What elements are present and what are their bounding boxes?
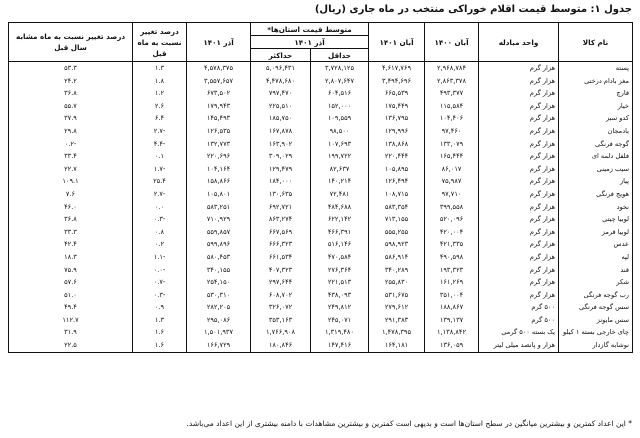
cell-azar1401: ۱,۵۰۱,۹۳۷ <box>187 326 251 339</box>
cell-yoy: ۱۱۲.۷ <box>9 314 133 327</box>
cell-name: گوجه فرنگی <box>559 138 633 151</box>
cell-min: ۸۲,۶۳۷ <box>311 163 369 176</box>
cell-yoy: ۳۶.۸ <box>9 213 133 226</box>
cell-max: ۲۲۵,۵۱۰ <box>251 100 311 113</box>
cell-max: ۸۶۳,۲۷۴ <box>251 213 311 226</box>
cell-aban1401: ۵۸۶,۹۱۴ <box>369 251 425 264</box>
cell-unit: هزار گرم <box>479 100 559 113</box>
cell-azar1401: ۵۸۰,۴۵۳ <box>187 251 251 264</box>
cell-aban1400: ۱۶۵,۴۴۴ <box>425 150 479 163</box>
cell-unit: هزار گرم <box>479 175 559 188</box>
cell-yoy: ۳۳.۴ <box>9 150 133 163</box>
cell-name: نوشابه گازدار <box>559 339 633 352</box>
cell-min: ۹۸,۵۰۰ <box>311 125 369 138</box>
table-row <box>9 326 633 339</box>
cell-max: ۱۲۹,۴۷۹ <box>251 163 311 176</box>
cell-name: مغز بادام درختی <box>559 75 633 88</box>
cell-mom: -۰.۳ <box>133 213 187 226</box>
cell-aban1400: ۸۶,۰۱۷ <box>425 163 479 176</box>
cell-unit: هزار گرم <box>479 125 559 138</box>
table-title: جدول ۱: متوسط قیمت اقلام خوراکی منتخب در ماه جاری (ریال) <box>314 4 632 15</box>
cell-min: ۱۴۰,۲۱۴ <box>311 175 369 188</box>
cell-name: قارچ <box>559 87 633 100</box>
cell-yoy: ۳۱.۹ <box>9 326 133 339</box>
cell-max: ۳۰۹,۰۲۹ <box>251 150 311 163</box>
cell-aban1401: ۳,۴۹۴,۶۹۶ <box>369 75 425 88</box>
table-row <box>9 175 633 188</box>
cell-aban1401: ۵۳۱,۶۷۵ <box>369 289 425 302</box>
cell-aban1401: ۱۳۸,۸۶۸ <box>369 138 425 151</box>
cell-aban1400: ۴۹۰,۵۹۸ <box>425 251 479 264</box>
cell-azar1401: ۱۳۲,۷۷۳ <box>187 138 251 151</box>
cell-unit: ۵۰۰ گرم <box>479 314 559 327</box>
cell-name: قند <box>559 264 633 277</box>
footnote: * این اعداد کمترین و بیشترین میانگین در سطح استان‌ها است و بدیهی است کمترین و بیشترین مشاهدات با دامنه بیشتری از این اعداد می‌باشد. <box>186 419 632 428</box>
header-mom: درصد تغییر نسبت به ماه قبل <box>133 23 187 62</box>
cell-yoy: ۱۸.۳ <box>9 251 133 264</box>
cell-unit: هزار گرم <box>479 75 559 88</box>
cell-name: عدس <box>559 238 633 251</box>
cell-max: ۶۶۱,۵۳۴ <box>251 251 311 264</box>
cell-max: ۲۹۷,۶۴۴ <box>251 276 311 289</box>
header-aban1400: آبان ۱۴۰۰ <box>425 23 479 62</box>
cell-max: ۴۰۷,۳۲۳ <box>251 264 311 277</box>
table-row <box>9 62 633 75</box>
cell-max: ۳۲۶,۰۷۲ <box>251 301 311 314</box>
table-row <box>9 264 633 277</box>
header-avg-group: متوسط قیمت استان‌ها* <box>251 23 369 36</box>
cell-yoy: ۲۹.۸ <box>9 125 133 138</box>
table-row <box>9 339 633 352</box>
cell-mom: ۲.۶ <box>133 100 187 113</box>
cell-aban1400: ۲,۸۶۳,۳۷۸ <box>425 75 479 88</box>
table-row <box>9 289 633 302</box>
cell-name: شکر <box>559 276 633 289</box>
cell-mom: -۲.۷ <box>133 188 187 201</box>
cell-max: ۱۶۳,۹۰۲ <box>251 138 311 151</box>
cell-mom: ۰.۱ <box>133 150 187 163</box>
cell-aban1400: ۳۹۹,۵۵۸ <box>425 201 479 214</box>
table-row <box>9 75 633 88</box>
cell-min: ۱۹۹,۷۲۲ <box>311 150 369 163</box>
table-row <box>9 238 633 251</box>
cell-yoy: ۵۱.۰ <box>9 289 133 302</box>
cell-yoy: ۷.۶ <box>9 188 133 201</box>
cell-max: ۳۵۳,۱۶۳ <box>251 314 311 327</box>
cell-min: ۴۷۰,۵۸۴ <box>311 251 369 264</box>
cell-aban1400: ۱۳۳,۰۷۹ <box>425 138 479 151</box>
table-row <box>9 201 633 214</box>
cell-unit: هزار گرم <box>479 251 559 264</box>
cell-max: ۶۰۸,۷۰۲ <box>251 289 311 302</box>
cell-min: ۴۸۴,۶۸۸ <box>311 201 369 214</box>
cell-azar1401: ۲۵۴,۱۵۰ <box>187 276 251 289</box>
header-name: نام کالا <box>559 23 633 62</box>
cell-name: هویج فرنگی <box>559 188 633 201</box>
table-body <box>9 62 633 353</box>
cell-unit: هزار گرم <box>479 87 559 100</box>
header-min: حداقل <box>311 49 369 62</box>
table-row <box>9 188 633 201</box>
header-azar-sub: آذر ۱۴۰۱ <box>251 36 369 49</box>
cell-aban1400: ۱,۱۳۸,۸۴۲ <box>425 326 479 339</box>
cell-mom: ۱.۶ <box>133 339 187 352</box>
cell-aban1401: ۵۹۸,۹۲۳ <box>369 238 425 251</box>
cell-mom: -۴.۴ <box>133 138 187 151</box>
cell-azar1401: ۱۵۸,۸۶۶ <box>187 175 251 188</box>
cell-aban1400: ۹۷,۷۱۰ <box>425 188 479 201</box>
cell-max: ۱۸۴,۰۰۰ <box>251 175 311 188</box>
cell-name: بادمجان <box>559 125 633 138</box>
cell-max: ۶۶۷,۵۶۹ <box>251 226 311 239</box>
cell-azar1401: ۴,۵۷۸,۳۷۵ <box>187 62 251 75</box>
cell-aban1400: ۵۲۰,۰۹۶ <box>425 213 479 226</box>
cell-min: ۲۷۶,۳۶۴ <box>311 264 369 277</box>
cell-aban1400: ۹۷,۴۶۰ <box>425 125 479 138</box>
cell-max: ۴,۴۷۸,۶۸۰ <box>251 75 311 88</box>
cell-unit: هزار گرم <box>479 213 559 226</box>
cell-mom: -۰.۷ <box>133 276 187 289</box>
cell-aban1400: ۴۲۱,۳۳۵ <box>425 238 479 251</box>
cell-aban1401: ۲۵۵,۸۳۰ <box>369 276 425 289</box>
cell-azar1401: ۳,۵۵۷,۶۵۷ <box>187 75 251 88</box>
table-row <box>9 150 633 163</box>
cell-name: سس مایونز <box>559 314 633 327</box>
cell-min: ۱۵۲,۰۰۰ <box>311 100 369 113</box>
cell-min: ۲,۸۰۷,۶۴۷ <box>311 75 369 88</box>
cell-yoy: ۴۲.۴ <box>9 238 133 251</box>
cell-aban1400: ۴۹۳,۳۷۷ <box>425 87 479 100</box>
cell-yoy: ۳۶.۸ <box>9 87 133 100</box>
cell-azar1401: ۲۸۲,۲۰۵ <box>187 301 251 314</box>
cell-min: ۱۴۷,۴۱۶ <box>311 339 369 352</box>
cell-mom: ۰.۰ <box>133 201 187 214</box>
cell-max: ۷۹۷,۴۷۰ <box>251 87 311 100</box>
cell-mom: -۰.۰ <box>133 264 187 277</box>
cell-max: ۱۳۰,۶۳۵ <box>251 188 311 201</box>
cell-mom: ۰.۲ <box>133 238 187 251</box>
header-unit: واحد مبادله <box>479 23 559 62</box>
cell-aban1401: ۱۰۸,۷۱۵ <box>369 188 425 201</box>
cell-aban1400: ۱۰۴,۴۰۶ <box>425 112 479 125</box>
cell-aban1400: ۱۱۵,۵۸۴ <box>425 100 479 113</box>
cell-name: کدو سبز <box>559 112 633 125</box>
cell-yoy: ۳۳.۳ <box>9 226 133 239</box>
cell-unit: هزار گرم <box>479 201 559 214</box>
cell-mom: ۰.۹ <box>133 301 187 314</box>
cell-unit: هزار گرم <box>479 289 559 302</box>
header-yoy: درصد تغییر نسبت به ماه مشابه سال قبل <box>9 23 133 62</box>
cell-azar1401: ۲۲۰,۶۹۶ <box>187 150 251 163</box>
cell-azar1401: ۱۰۴,۱۶۴ <box>187 163 251 176</box>
cell-aban1401: ۱۲۶,۴۹۴ <box>369 175 425 188</box>
cell-min: ۲۴۹,۸۱۲ <box>311 301 369 314</box>
cell-min: ۲۴۵,۰۷۱ <box>311 314 369 327</box>
cell-max: ۶۶۶,۳۲۳ <box>251 238 311 251</box>
cell-name: چای خارجی بسته ۱ کیلو <box>559 326 633 339</box>
cell-azar1401: ۲۹۵,۰۸۶ <box>187 314 251 327</box>
cell-yoy: ۴۹.۴ <box>9 301 133 314</box>
cell-unit: هزار گرم <box>479 226 559 239</box>
cell-mom: -۱.۷ <box>133 163 187 176</box>
cell-aban1400: ۲,۹۶۸,۷۸۴ <box>425 62 479 75</box>
cell-azar1401: ۳۴۰,۱۵۵ <box>187 264 251 277</box>
cell-yoy: ۲۲.۵ <box>9 339 133 352</box>
cell-min: ۷۲,۴۸۱ <box>311 188 369 201</box>
cell-aban1401: ۱۶۴,۱۸۱ <box>369 339 425 352</box>
cell-aban1401: ۱۷۵,۴۴۹ <box>369 100 425 113</box>
cell-name: رب گوجه فرنگی <box>559 289 633 302</box>
cell-aban1400: ۱۳۶,۰۵۹ <box>425 339 479 352</box>
cell-mom: ۱.۲ <box>133 87 187 100</box>
cell-max: ۱,۷۶۶,۹۰۸ <box>251 326 311 339</box>
cell-max: ۱۸۰,۸۴۶ <box>251 339 311 352</box>
cell-min: ۱,۳۱۹,۴۸۰ <box>311 326 369 339</box>
cell-name: فلفل دلمه ای <box>559 150 633 163</box>
cell-unit: هزار گرم <box>479 138 559 151</box>
cell-mom: ۱.۳ <box>133 62 187 75</box>
cell-mom: -۱.۱ <box>133 251 187 264</box>
cell-aban1401: ۲۹۱,۳۸۳ <box>369 314 425 327</box>
cell-aban1400: ۴۲۰,۰۰۴ <box>425 226 479 239</box>
cell-name: نخود <box>559 201 633 214</box>
cell-azar1401: ۵۳۰,۳۱۰ <box>187 289 251 302</box>
cell-name: خیار <box>559 100 633 113</box>
cell-aban1401: ۵۸۳,۳۵۴ <box>369 201 425 214</box>
cell-azar1401: ۷۱۰,۹۲۹ <box>187 213 251 226</box>
cell-name: لوبیا قرمز <box>559 226 633 239</box>
cell-unit: هزار گرم <box>479 264 559 277</box>
cell-aban1401: ۱۲۹,۹۹۶ <box>369 125 425 138</box>
header-azar1401: آذر ۱۴۰۱ <box>187 23 251 62</box>
cell-mom: -۲.۷ <box>133 125 187 138</box>
cell-aban1401: ۱۰۵,۸۹۵ <box>369 163 425 176</box>
table-row <box>9 251 633 264</box>
cell-azar1401: ۱۷۹,۹۴۳ <box>187 100 251 113</box>
cell-mom: -۰.۳ <box>133 289 187 302</box>
header-aban1401: آبان ۱۴۰۱ <box>369 23 425 62</box>
price-table <box>8 22 633 353</box>
cell-aban1401: ۱,۴۷۸,۳۹۵ <box>369 326 425 339</box>
table-row <box>9 301 633 314</box>
cell-max: ۶۹۲,۷۲۱ <box>251 201 311 214</box>
cell-unit: هزار گرم <box>479 62 559 75</box>
cell-aban1401: ۴,۶۱۷,۷۶۹ <box>369 62 425 75</box>
cell-min: ۱۰۷,۶۹۳ <box>311 138 369 151</box>
cell-aban1400: ۱۹۳,۳۲۳ <box>425 264 479 277</box>
cell-mom: ۲۵.۴ <box>133 175 187 188</box>
cell-name: پسته <box>559 62 633 75</box>
cell-yoy: ۳۷.۹ <box>9 112 133 125</box>
table-row <box>9 125 633 138</box>
cell-aban1400: ۳۵۱,۰۰۴ <box>425 289 479 302</box>
cell-azar1401: ۵۹۹,۸۹۶ <box>187 238 251 251</box>
cell-name: لپه <box>559 251 633 264</box>
cell-aban1400: ۱۶۱,۲۶۹ <box>425 276 479 289</box>
cell-name: لوبیا چیتی <box>559 213 633 226</box>
cell-yoy: ۷۵.۹ <box>9 264 133 277</box>
cell-azar1401: ۱۶۶,۷۲۹ <box>187 339 251 352</box>
cell-min: ۵۱۶,۱۴۶ <box>311 238 369 251</box>
table-row <box>9 276 633 289</box>
cell-aban1400: ۱۳۹,۱۳۷ <box>425 314 479 327</box>
cell-azar1401: ۶۷۳,۵۰۲ <box>187 87 251 100</box>
table-row <box>9 100 633 113</box>
cell-aban1400: ۱۸۸,۸۶۷ <box>425 301 479 314</box>
cell-min: ۶۲۲,۱۴۲ <box>311 213 369 226</box>
table-row <box>9 138 633 151</box>
cell-unit: هزار و پانصد میلی لیتر <box>479 339 559 352</box>
cell-yoy: ۴۶.۰ <box>9 201 133 214</box>
cell-unit: هزار گرم <box>479 150 559 163</box>
cell-aban1401: ۵۵۵,۲۵۵ <box>369 226 425 239</box>
cell-azar1401: ۱۰۵,۸۰۱ <box>187 188 251 201</box>
cell-yoy: -۰.۲ <box>9 138 133 151</box>
cell-min: ۳,۷۲۸,۱۲۵ <box>311 62 369 75</box>
table-row <box>9 112 633 125</box>
cell-aban1400: ۷۵,۹۸۷ <box>425 175 479 188</box>
cell-max: ۵,۰۹۶,۴۳۱ <box>251 62 311 75</box>
cell-name: سیب زمینی <box>559 163 633 176</box>
cell-unit: هزار گرم <box>479 163 559 176</box>
cell-aban1401: ۳۴۰,۲۸۹ <box>369 264 425 277</box>
cell-aban1401: ۲۲۰,۴۴۴ <box>369 150 425 163</box>
cell-azar1401: ۱۴۵,۴۹۳ <box>187 112 251 125</box>
cell-min: ۶۰۴,۵۱۶ <box>311 87 369 100</box>
header-max: حداکثر <box>251 49 311 62</box>
cell-yoy: ۱۰۹.۱ <box>9 175 133 188</box>
cell-aban1401: ۲۷۹,۶۱۲ <box>369 301 425 314</box>
cell-min: ۴۳۸,۰۹۳ <box>311 289 369 302</box>
cell-name: سس گوجه فرنگی <box>559 301 633 314</box>
cell-azar1401: ۵۸۳,۲۵۱ <box>187 201 251 214</box>
cell-aban1401: ۷۱۳,۱۵۵ <box>369 213 425 226</box>
cell-unit: هزار گرم <box>479 238 559 251</box>
cell-unit: یک بسته ۵۰۰ گرمی <box>479 326 559 339</box>
table-row <box>9 226 633 239</box>
table-row <box>9 163 633 176</box>
cell-aban1401: ۶۶۵,۵۳۹ <box>369 87 425 100</box>
table-row <box>9 314 633 327</box>
cell-azar1401: ۵۵۹,۸۵۷ <box>187 226 251 239</box>
cell-unit: هزار گرم <box>479 112 559 125</box>
cell-yoy: ۵۵.۷ <box>9 100 133 113</box>
cell-aban1401: ۱۳۶,۷۹۵ <box>369 112 425 125</box>
cell-max: ۱۸۵,۷۵۰ <box>251 112 311 125</box>
table-row <box>9 87 633 100</box>
cell-min: ۲۲۱,۵۱۳ <box>311 276 369 289</box>
cell-min: ۱۰۹,۵۵۹ <box>311 112 369 125</box>
cell-yoy: ۲۲.۷ <box>9 163 133 176</box>
cell-mom: ۱.۶ <box>133 326 187 339</box>
cell-unit: هزار گرم <box>479 276 559 289</box>
cell-mom: ۱.۸ <box>133 75 187 88</box>
cell-max: ۱۶۷,۸۷۸ <box>251 125 311 138</box>
cell-min: ۴۶۶,۳۹۱ <box>311 226 369 239</box>
cell-unit: هزار گرم <box>479 188 559 201</box>
cell-yoy: ۵۳.۳ <box>9 62 133 75</box>
cell-name: پیاز <box>559 175 633 188</box>
cell-unit: ۵۰۰ گرم <box>479 301 559 314</box>
table-row <box>9 213 633 226</box>
cell-azar1401: ۱۲۶,۵۳۵ <box>187 125 251 138</box>
cell-mom: ۰.۸ <box>133 226 187 239</box>
cell-mom: ۱.۳ <box>133 314 187 327</box>
cell-yoy: ۵۷.۶ <box>9 276 133 289</box>
cell-yoy: ۲۴.۲ <box>9 75 133 88</box>
cell-mom: ۶.۴ <box>133 112 187 125</box>
